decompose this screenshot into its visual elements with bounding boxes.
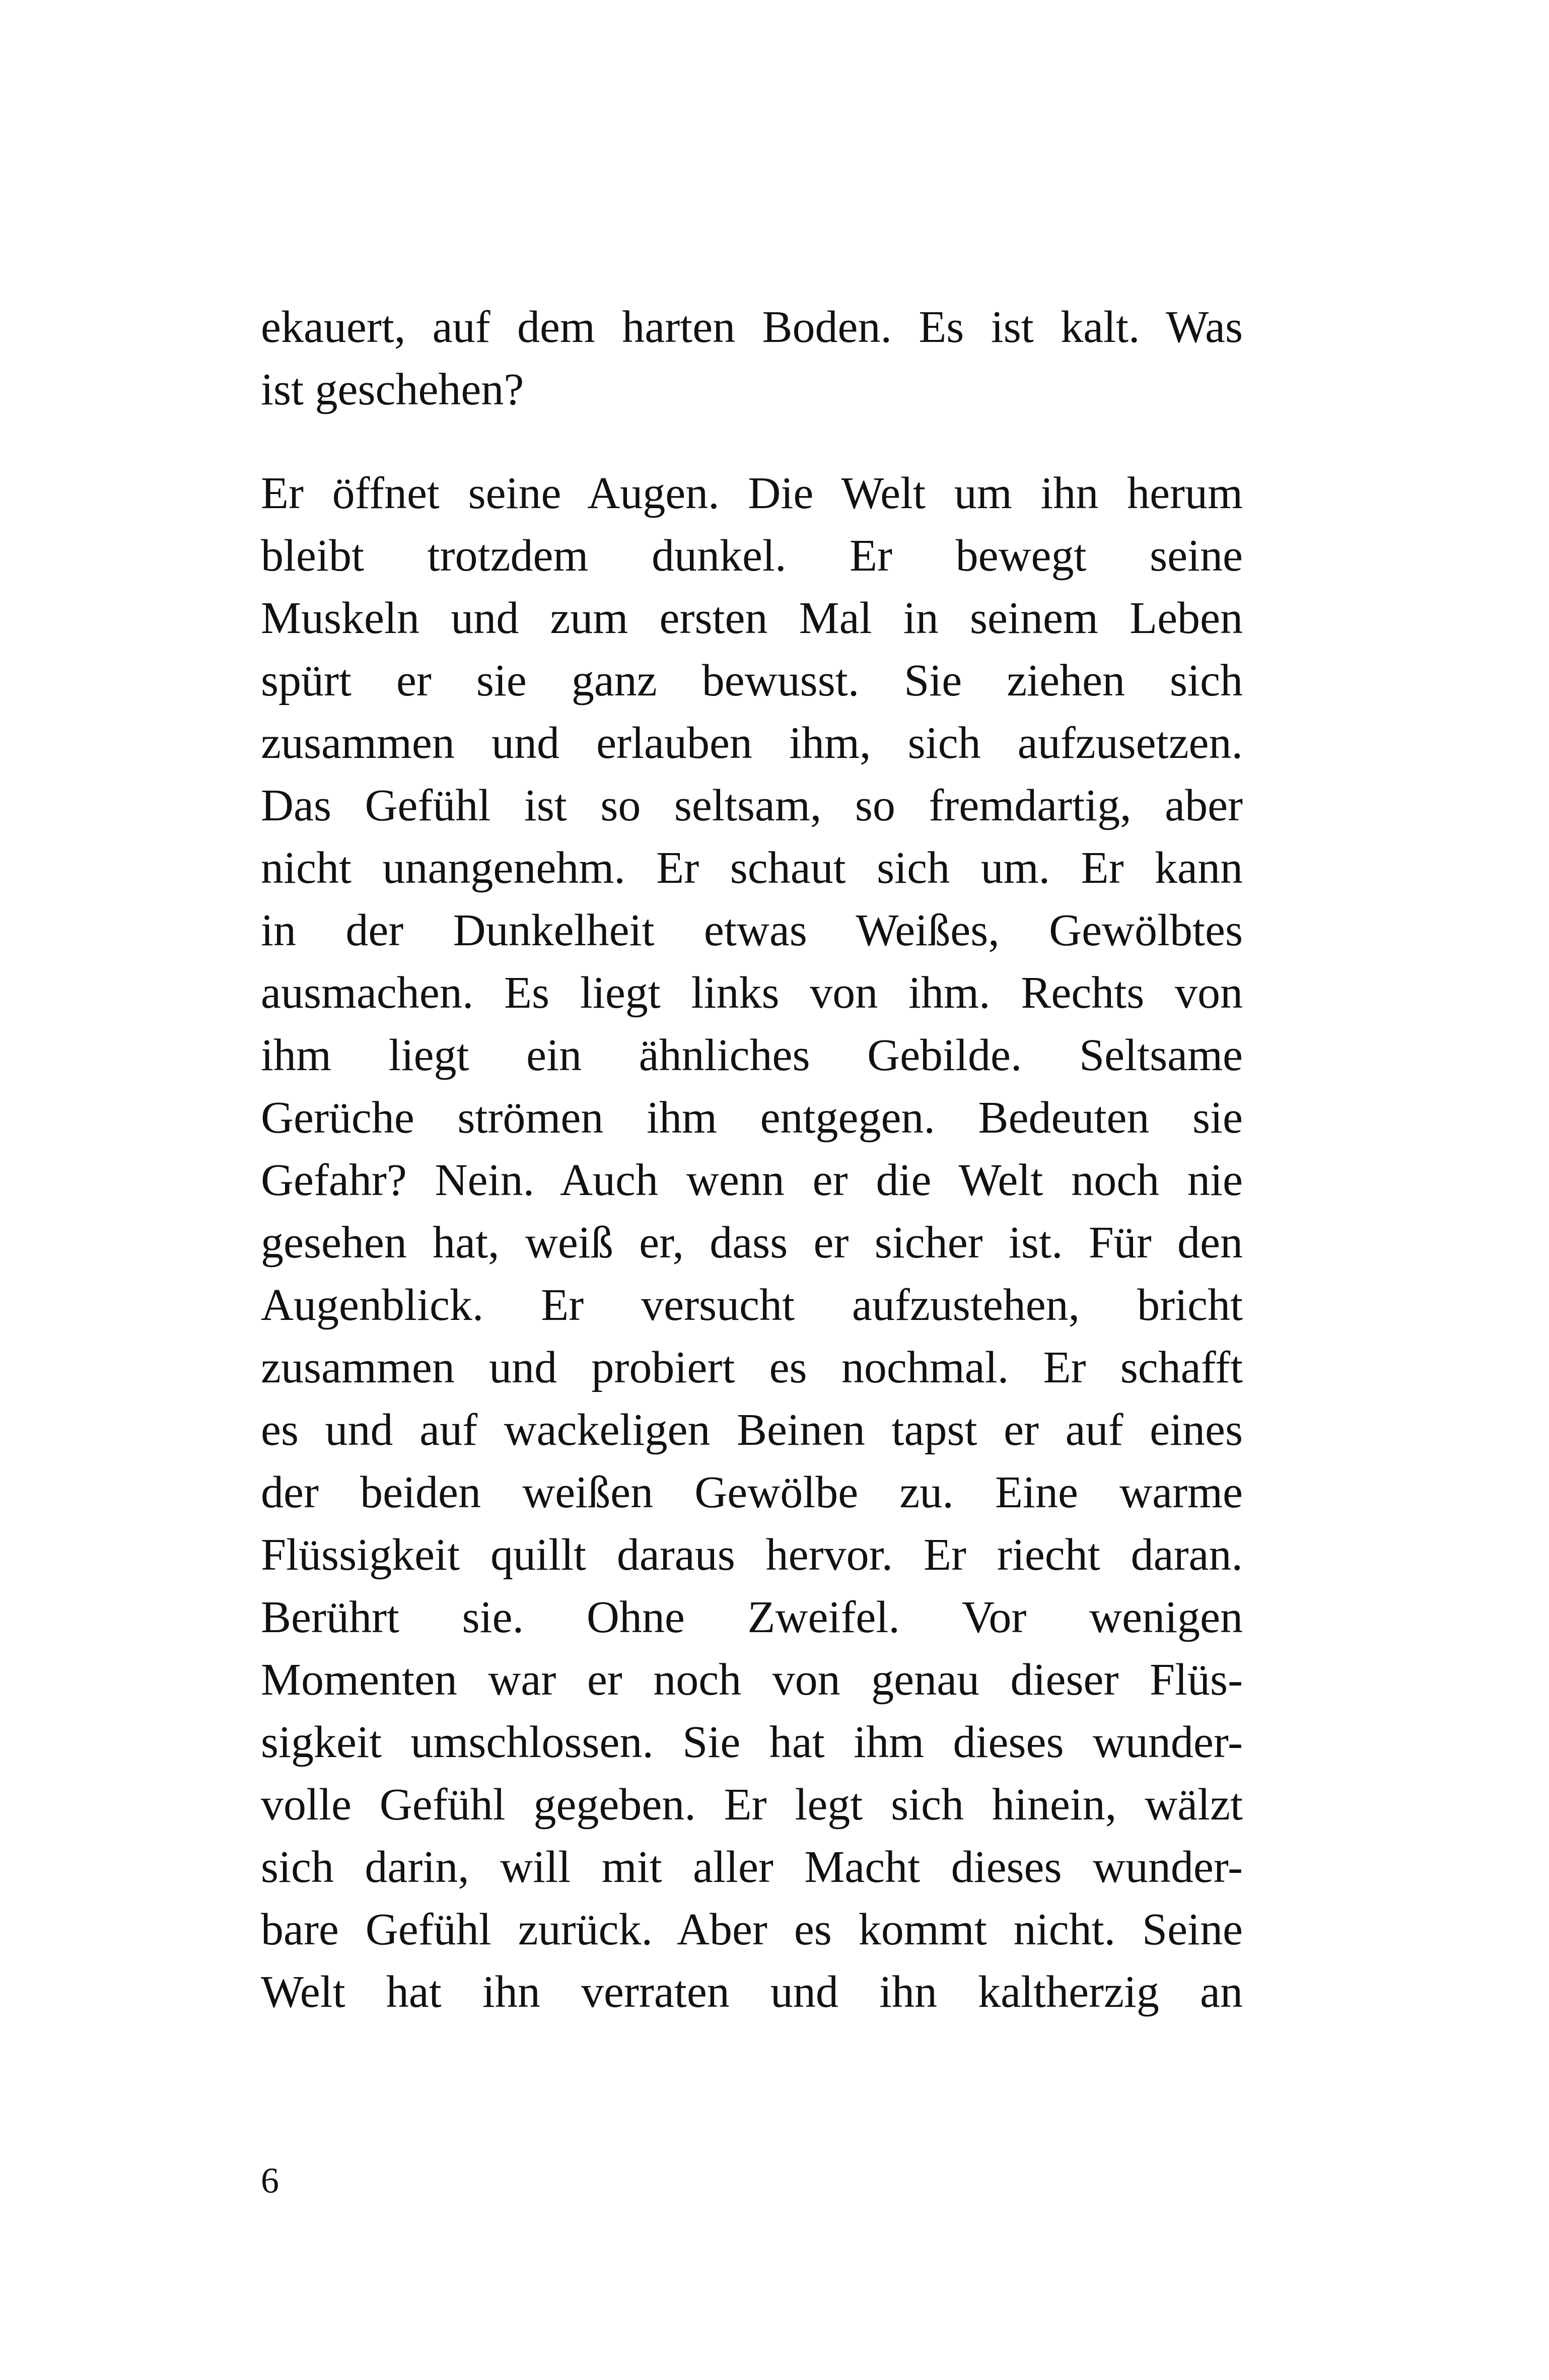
text-line: zusammen und probiert es nochmal. Er schafft: [261, 1343, 1243, 1392]
text-line: bleibt trotzdem dunkel. Er bewegt seine: [261, 531, 1243, 581]
text-line: Muskeln und zum ersten Mal in seinem Leben: [261, 593, 1243, 643]
text-line: Augenblick. Er versucht aufzustehen, bricht: [261, 1280, 1243, 1330]
text-line: volle Gefühl gegeben. Er legt sich hinein, wälzt: [261, 1780, 1243, 1830]
text-line: es und auf wackeligen Beinen tapst er auf eines: [261, 1405, 1243, 1455]
text-line: sich darin, will mit aller Macht dieses wunder-: [261, 1842, 1243, 1892]
paragraph-break: [261, 421, 1243, 462]
body-text: [261, 296, 1243, 2023]
text-line: bare Gefühl zurück. Aber es kommt nicht. Seine: [261, 1905, 1243, 1954]
text-line: Berührt sie. Ohne Zweifel. Vor wenigen: [261, 1592, 1243, 1642]
text-line: gesehen hat, weiß er, dass er sicher ist. Für den: [261, 1218, 1243, 1268]
text-line: Gefahr? Nein. Auch wenn er die Welt noch nie: [261, 1155, 1243, 1205]
text-line: der beiden weißen Gewölbe zu. Eine warme: [261, 1467, 1243, 1517]
text-line: in der Dunkelheit etwas Weißes, Gewölbtes: [261, 905, 1243, 955]
text-line: Das Gefühl ist so seltsam, so fremdartig, aber: [261, 781, 1243, 830]
text-line: ist geschehen?: [261, 365, 524, 414]
text-line: Flüssigkeit quillt daraus hervor. Er riecht daran.: [261, 1530, 1243, 1580]
text-line: zusammen und erlauben ihm, sich aufzusetzen.: [261, 718, 1243, 768]
text-line: ausmachen. Es liegt links von ihm. Rechts von: [261, 968, 1243, 1018]
text-line: Er öffnet seine Augen. Die Welt um ihn herum: [261, 468, 1243, 518]
text-line: Gerüche strömen ihm entgegen. Bedeuten sie: [261, 1093, 1243, 1143]
text-line: nicht unangenehm. Er schaut sich um. Er kann: [261, 843, 1243, 893]
text-line: ekauert, auf dem harten Boden. Es ist kalt. Was: [261, 302, 1243, 352]
page-number: 6: [261, 2160, 279, 2201]
text-line: spürt er sie ganz bewusst. Sie ziehen sich: [261, 656, 1243, 706]
text-line: sigkeit umschlossen. Sie hat ihm dieses wunder-: [261, 1717, 1243, 1767]
text-line: Momenten war er noch von genau dieser Flüs-: [261, 1655, 1243, 1705]
text-line: Welt hat ihn verraten und ihn kaltherzig an: [261, 1967, 1243, 2017]
text-line: ihm liegt ein ähnliches Gebilde. Seltsame: [261, 1030, 1243, 1080]
